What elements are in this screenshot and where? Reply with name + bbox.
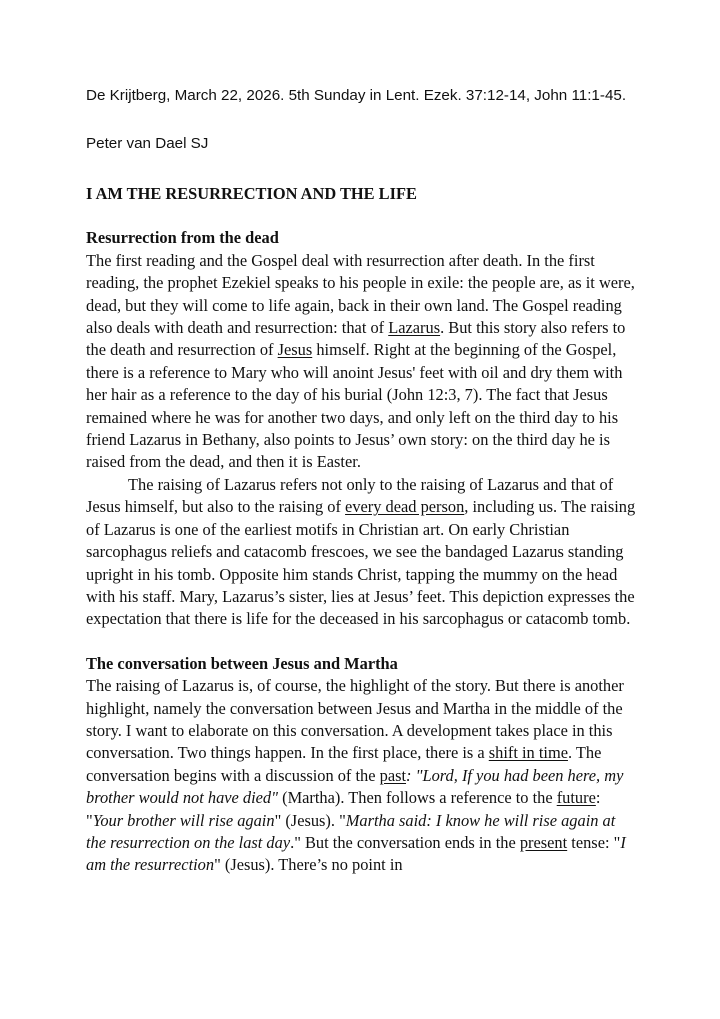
underlined-text-jesus: Jesus [277, 340, 313, 360]
paragraph-conversation-1 [86, 675, 638, 877]
document-title: I AM THE RESURRECTION AND THE LIFE [86, 184, 417, 203]
italic-quote: Your brother will rise again [92, 810, 275, 830]
text-run: The raising of Lazarus is, of course, the highlight of the story. But there is another highlight, namely the conversation between Jesus and Martha in the middle of the story. I want to elaborate on this conversation. A development takes place in this conversation. Two things happen. In the first place, there is a [86, 676, 624, 763]
text-run: tense: " [567, 832, 621, 852]
text-run: ." But the conversation ends in the [290, 832, 520, 852]
text-run: " (Jesus). " [274, 810, 346, 830]
text-run: The raising of Lazarus refers not only to the raising of Lazarus and that of Jesus himself, but also to the raising of [86, 474, 614, 517]
underlined-text-shift-in-time: shift in time [488, 743, 568, 763]
underlined-text-present: present [519, 832, 568, 852]
text-run: himself. Right at the beginning of the Gospel, there is a reference to Mary who will anoint Jesus' feet with oil and dry them with her hair as a reference to the day of his burial (John 12:3, 7). The fact that Jesus remained where he was for another two days, and only left on the third day to his friend Lazarus in Bethany, also points to Jesus’ own story: on the third day he is raised from the dead, and then it is Easter. [86, 340, 623, 472]
paragraph-resurrection-1 [86, 250, 638, 474]
document-page [86, 83, 638, 877]
underlined-text-every-dead-person: every dead person [345, 497, 465, 517]
section-heading-conversation: The conversation between Jesus and Martha [86, 653, 398, 673]
document-header: De Krijtberg, March 22, 2026. 5th Sunday in Lent. Ezek. 37:12-14, John 11:1-45. [86, 87, 627, 104]
paragraph-resurrection-2 [86, 474, 638, 631]
text-run: . The conversation begins with a discussion of the [86, 743, 602, 785]
section-heading-resurrection: Resurrection from the dead [86, 228, 279, 248]
italic-quote: I am the resurrection [86, 832, 626, 875]
text-run: . But this story also refers to the death and resurrection of [86, 318, 626, 360]
underlined-text-lazarus: Lazarus [388, 318, 441, 338]
author-name: Peter van Dael SJ [86, 135, 209, 152]
italic-quote: Martha said: I know he will rise again at the resurrection on the last day [86, 810, 616, 852]
text-run: The first reading and the Gospel deal with resurrection after death. In the first reading, the prophet Ezekiel speaks to his people in exile: the people are, as it were, dead, but they will come to life again, back in their own land. The Gospel reading also deals with death and resurrection: that of [86, 250, 635, 338]
text-run: " (Jesus). There’s no point in [214, 855, 403, 875]
italic-quote: : "Lord, If you had been here, my brother would not have died" [86, 765, 624, 808]
text-run: , including us. The raising of Lazarus is one of the earliest motifs in Christian art. On early Christian sarcophagus reliefs and catacomb frescoes, we see the bandaged Lazarus standing upright in his tomb. Opposite him stands Christ, tapping the mummy on the head with his staff. Mary, Lazarus’s sister, lies at Jesus’ feet. This depiction expresses the expectation that there is life for the deceased in his sarcophagus or catacomb tomb. [86, 497, 636, 629]
text-run: : " [86, 788, 601, 830]
underlined-text-future: future [556, 788, 596, 808]
underlined-text-past: past [379, 765, 407, 785]
text-run: (Martha). Then follows a reference to the [278, 788, 557, 808]
